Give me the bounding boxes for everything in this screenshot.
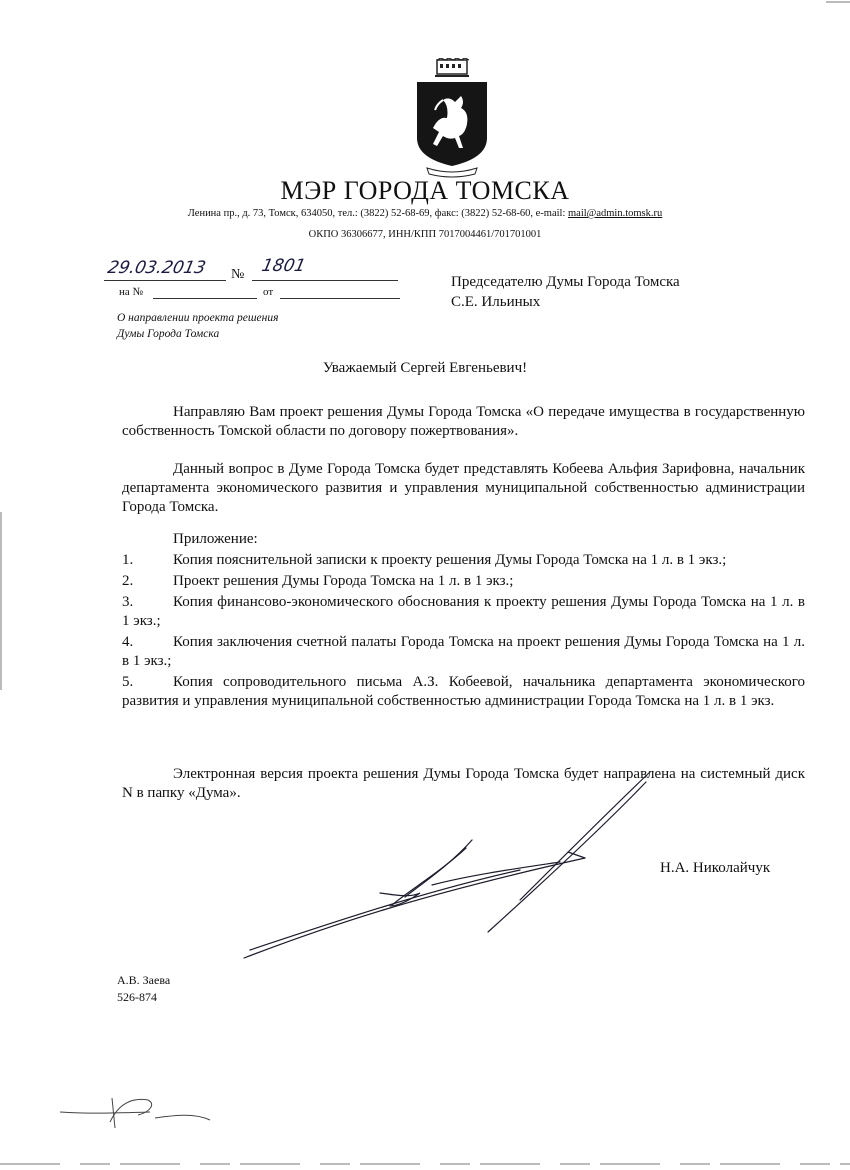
letterhead-codes: ОКПО 36306677, ИНН/КПП 7017004461/701701001 bbox=[308, 229, 542, 240]
list-item-number: 1. bbox=[122, 552, 134, 568]
addressee-title: Председателю Думы Города Томска bbox=[451, 274, 680, 290]
executor-info bbox=[117, 972, 170, 1006]
number-sign: № bbox=[231, 267, 245, 282]
subject-line-2: Думы Города Томска bbox=[117, 328, 220, 340]
ref-date-label: от bbox=[263, 286, 274, 298]
list-item-text: Копия заключения счетной палаты Города Томска на проект решения Думы Города Томска на 1 л. в 1 экз.; bbox=[122, 634, 805, 669]
paragraph-1-text: Направляю Вам проект решения Думы Города Томска «О передаче имущества в государственную собственность Томской области по договору пожертвования». bbox=[122, 404, 805, 439]
email-link[interactable]: mail@admin.tomsk.ru bbox=[568, 208, 663, 219]
list-item-number: 4. bbox=[122, 634, 134, 650]
list-item-text: Копия пояснительной записки к проекту решения Думы Города Томска на 1 л. в 1 экз.; bbox=[173, 552, 727, 568]
address-text: Ленина пр., д. 73, Томск, 634050, тел.: (3822) 52-68-69, факс: (3822) 52-68-60, e-mail: bbox=[187, 208, 569, 219]
appendix-heading: Приложение: bbox=[173, 531, 258, 547]
paragraph-2-text: Данный вопрос в Думе Города Томска будет представлять Кобеева Альфия Зарифовна, начальник департамента экономического развития и управления муниципальной собственностью администрации Города Томска. bbox=[122, 461, 805, 515]
ref-number-label: на № bbox=[119, 286, 144, 298]
subject-line-1: О направлении проекта решения bbox=[117, 312, 279, 324]
list-item-text: Копия сопроводительного письма А.З. Кобеевой, начальника департамента экономического развития и управления муниципальной собственностью администрации Города Томска на 1 л. в 1 экз. bbox=[122, 674, 805, 709]
page-title: МЭР ГОРОДА ТОМСКА bbox=[280, 176, 570, 205]
executor-name: А.В. Заева bbox=[117, 973, 171, 987]
signer-name: Н.А. Николайчук bbox=[660, 860, 771, 876]
executor-phone: 526-874 bbox=[117, 990, 157, 1004]
list-item-text: Проект решения Думы Города Томска на 1 л. в 1 экз.; bbox=[173, 573, 514, 589]
list-item-number: 3. bbox=[122, 594, 134, 610]
addressee-name: С.Е. Ильиных bbox=[451, 294, 541, 310]
handwritten-number: 1801 bbox=[259, 256, 308, 276]
paragraph-3-text: Электронная версия проекта решения Думы Города Томска будет направлена на системный диск N в папку «Дума». bbox=[122, 766, 805, 801]
greeting: Уважаемый Сергей Евгеньевич! bbox=[322, 360, 528, 376]
list-item-number: 5. bbox=[122, 674, 134, 690]
list-item-number: 2. bbox=[122, 573, 134, 589]
handwritten-date: 29.03.2013 bbox=[105, 258, 208, 278]
list-item-text: Копия финансово-экономического обоснования к проекту решения Думы Города Томска на 1 л. в 1 экз.; bbox=[122, 594, 805, 629]
